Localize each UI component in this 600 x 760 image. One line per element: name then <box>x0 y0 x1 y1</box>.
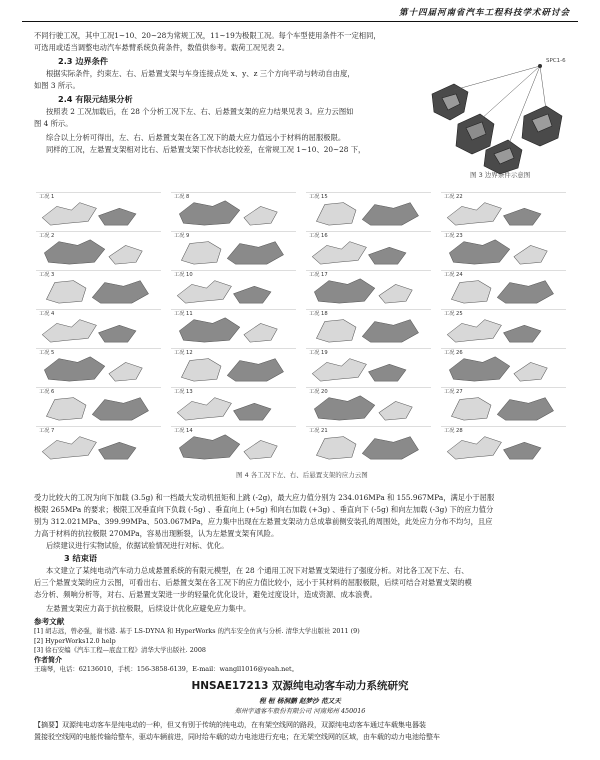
reference-2: [2] HyperWorks12.0 help <box>34 637 116 645</box>
contour-cell-label: 工况 20 <box>309 389 328 395</box>
contour-cell <box>306 309 431 345</box>
contour-cell-label: 工况 8 <box>174 194 190 200</box>
contour-cell <box>441 348 566 384</box>
contour-cell-label: 工况 11 <box>174 311 193 317</box>
s23-line-1: 根据实际条件，约束左、右、后悬置支架与车身连接点处 x、y、z 三个方向平动与转动自由度， <box>46 69 355 78</box>
s24-line-4: 同样的工况，左悬置支架相对比右、后悬置支架下作状态比较差，在常规工况 1~10、20~28 下， <box>46 145 366 154</box>
stress-contour-plot <box>171 197 296 227</box>
stress-contour-plot <box>171 431 296 461</box>
contour-cell <box>306 192 431 228</box>
reference-1: [1] 胡志远，曾必强，谢书港. 基于 LS-DYNA 和 HyperWorks 的汽车安全仿真与分析. 清华大学出版社 2011 (9) <box>34 627 360 635</box>
section-2-3-title: 2.3 边界条件 <box>58 56 109 66</box>
contour-cell <box>36 192 161 228</box>
contour-cell <box>171 426 296 462</box>
contour-cell-label: 工况 28 <box>444 428 463 434</box>
stress-contour-plot <box>171 353 296 383</box>
contour-cell-label: 工况 7 <box>39 428 55 434</box>
next-article-authors: 程 桓 杨洞鹏 赵梦沙 范又天 <box>259 697 341 705</box>
contour-cell-label: 工况 9 <box>174 233 190 239</box>
fig4-caption: 图 4 各工况下左、右、后悬置支架的应力云图 <box>236 471 368 479</box>
contour-cell <box>441 192 566 228</box>
running-header: 第十四届河南省汽车工程科技学术研讨会 <box>398 8 570 18</box>
contour-cell <box>306 348 431 384</box>
stress-contour-plot <box>36 197 161 227</box>
next-article-title: HNSAE17213 双源纯电动客车动力系统研究 <box>191 680 409 692</box>
next-abstract-line-1: 【摘要】双源纯电动客车是纯电动的一种，但又有别于传统的纯电动，在有架空线网的路段，双源纯电动客车通过车载集电器装 <box>34 721 426 729</box>
stress-contour-plot <box>306 197 431 227</box>
bracket-model-illustration <box>424 54 578 178</box>
contour-cell-label: 工况 25 <box>444 311 463 317</box>
stress-contour-plot <box>36 275 161 305</box>
contour-cell-label: 工况 18 <box>309 311 328 317</box>
fig3-caption: 图 3 边界条件示意图 <box>470 171 531 179</box>
contour-cell <box>306 231 431 267</box>
stress-contour-plot <box>36 431 161 461</box>
stress-contour-plot <box>441 275 566 305</box>
contour-cell-label: 工况 15 <box>309 194 328 200</box>
s3-line-3: 态分析、频响分析等，对右、后悬置支架进一步的轻量化优化设计，避免过度设计，造成资源、成本浪费。 <box>34 590 377 599</box>
contour-cell <box>441 231 566 267</box>
contour-cell-label: 工况 12 <box>174 350 193 356</box>
stress-contour-plot <box>441 314 566 344</box>
contour-cell-label: 工况 19 <box>309 350 328 356</box>
contour-cell <box>306 270 431 306</box>
s24-line-1: 按照表 2 工况加载后，在 28 个分析工况下左、右、后悬置支架的应力结果见表 3。应力云图如 <box>46 107 354 116</box>
contour-cell <box>306 387 431 423</box>
stress-contour-plot <box>306 275 431 305</box>
contour-cell-label: 工况 10 <box>174 272 193 278</box>
section-3-title: 3 结束语 <box>64 553 98 563</box>
s3-line-4: 左悬置支架应力高于抗拉极限，后续设计优化应避免应力集中。 <box>46 604 251 613</box>
result-line-3: 别为 312.021MPa、399.99MPa、503.067MPa，应力集中出现在左悬置支架动力总成靠前侧安装孔的周围处，此处应力分布不均匀，且应 <box>34 517 493 526</box>
contour-cell-label: 工况 22 <box>444 194 463 200</box>
contour-cell <box>171 231 296 267</box>
stress-contour-plot <box>171 314 296 344</box>
stress-contour-plot <box>441 392 566 422</box>
contour-cell <box>36 387 161 423</box>
s24-line-3: 综合以上分析可得出，左、右、后悬置支架在各工况下的最大应力值远小于材料的屈服极限。 <box>46 133 346 142</box>
stress-contour-plot <box>36 236 161 266</box>
stress-contour-plot <box>36 392 161 422</box>
contour-cell-label: 工况 3 <box>39 272 55 278</box>
contour-cell-label: 工况 4 <box>39 311 55 317</box>
figure-3-boundary-conditions <box>424 54 578 178</box>
contour-cell <box>171 348 296 384</box>
author-bio-heading: 作者简介 <box>34 656 62 664</box>
author-bio-line: 王瑞琴，电话：62136010，手机：156-3858-6139，E-mail：wangll1016@yeah.net。 <box>34 665 298 673</box>
contour-cell <box>306 426 431 462</box>
contour-cell-label: 工况 21 <box>309 428 328 434</box>
stress-contour-plot <box>36 314 161 344</box>
result-line-1: 受力比较大的工况为向下加载 (3.5g) 和一档最大发动机扭矩和上跳 (-2g)，最大应力值分别为 234.016MPa 和 155.967MPa，满足小于屈服 <box>34 493 495 502</box>
contour-cell <box>441 426 566 462</box>
stress-contour-plot <box>36 353 161 383</box>
fig3-node-label: SPC1-6 <box>546 58 566 64</box>
intro-line-2: 可选用或适当调整电动汽车悬臂系统负荷条件，数值供参考。载荷工况见表 2。 <box>34 43 290 52</box>
contour-cell-label: 工况 1 <box>39 194 55 200</box>
contour-cell <box>36 426 161 462</box>
references-title: 参考文献 <box>34 617 65 626</box>
s23-line-2: 如图 3 所示。 <box>34 81 80 90</box>
stress-contour-plot <box>171 236 296 266</box>
contour-cell-label: 工况 14 <box>174 428 193 434</box>
intro-line-1: 不同行驶工况，其中工况1~10、20~28为常规工况，11~19为极限工况。每个车型使用条件不一定相同， <box>34 31 381 40</box>
contour-cell <box>36 348 161 384</box>
stress-contour-plot <box>441 353 566 383</box>
stress-contour-plot <box>306 392 431 422</box>
section-2-4-title: 2.4 有限元结果分析 <box>58 94 133 104</box>
contour-cell <box>36 231 161 267</box>
result-line-5: 后续建议进行实物试验，依据试验情况进行对标、优化。 <box>46 541 229 550</box>
header-rule <box>22 21 578 22</box>
next-abstract-line-2: 置接驳空线网的电能传输给整车，驱动车辆前进，同时给车载的动力电池进行充电；在无架空线网的区域，由车载的动力电池给整车 <box>34 733 440 741</box>
stress-contour-plot <box>171 275 296 305</box>
figure-4-stress-contours <box>36 192 566 462</box>
contour-cell <box>441 270 566 306</box>
contour-cell <box>171 192 296 228</box>
contour-cell <box>441 309 566 345</box>
contour-cell <box>441 387 566 423</box>
contour-cell-label: 工况 6 <box>39 389 55 395</box>
stress-contour-plot <box>441 236 566 266</box>
stress-contour-plot <box>171 392 296 422</box>
s3-line-2: 后三个悬置支架的应力云图，可看出右、后悬置支架在各工况下的应力值比较小，远小于其材料的屈服极限，后续可结合对悬置支架的模 <box>34 578 472 587</box>
contour-cell-label: 工况 17 <box>309 272 328 278</box>
stress-contour-plot <box>306 353 431 383</box>
contour-cell <box>171 387 296 423</box>
contour-cell <box>36 309 161 345</box>
contour-cell-label: 工况 13 <box>174 389 193 395</box>
stress-contour-plot <box>306 236 431 266</box>
contour-cell-label: 工况 16 <box>309 233 328 239</box>
contour-cell-label: 工况 26 <box>444 350 463 356</box>
contour-cell <box>171 270 296 306</box>
next-article-affiliation: 郑州宇通客车股份有限公司 河南郑州 450016 <box>234 707 366 715</box>
stress-contour-plot <box>306 431 431 461</box>
contour-cell <box>171 309 296 345</box>
reference-3: [3] 徐石安编《汽车工程—底盘工程》清华大学出版社. 2008 <box>34 646 207 654</box>
contour-cell-label: 工况 2 <box>39 233 55 239</box>
stress-contour-plot <box>441 197 566 227</box>
contour-cell-label: 工况 5 <box>39 350 55 356</box>
result-line-2: 极限 265MPa 的要求；极限工况垂直向下负载 (-5g) 、垂直向上 (+5g) 和向右加载 (+3g) 、垂直向下 (-5g) 和向左加载 (-3g) 下的应力值分 <box>34 505 494 514</box>
contour-cell-label: 工况 23 <box>444 233 463 239</box>
stress-contour-plot <box>306 314 431 344</box>
contour-cell-label: 工况 24 <box>444 272 463 278</box>
result-line-4: 力高于材料的抗拉极限 270MPa，容易出现断裂，认为左悬置支架有风险。 <box>34 529 279 538</box>
stress-contour-plot <box>441 431 566 461</box>
s24-line-2: 图 4 所示。 <box>34 119 73 128</box>
s3-line-1: 本文建立了某纯电动汽车动力总成悬置系统的有限元模型，在 28 个通用工况下对悬置支架进行了强度分析。对比各工况下左、右、 <box>46 566 469 575</box>
contour-cell <box>36 270 161 306</box>
contour-cell-label: 工况 27 <box>444 389 463 395</box>
